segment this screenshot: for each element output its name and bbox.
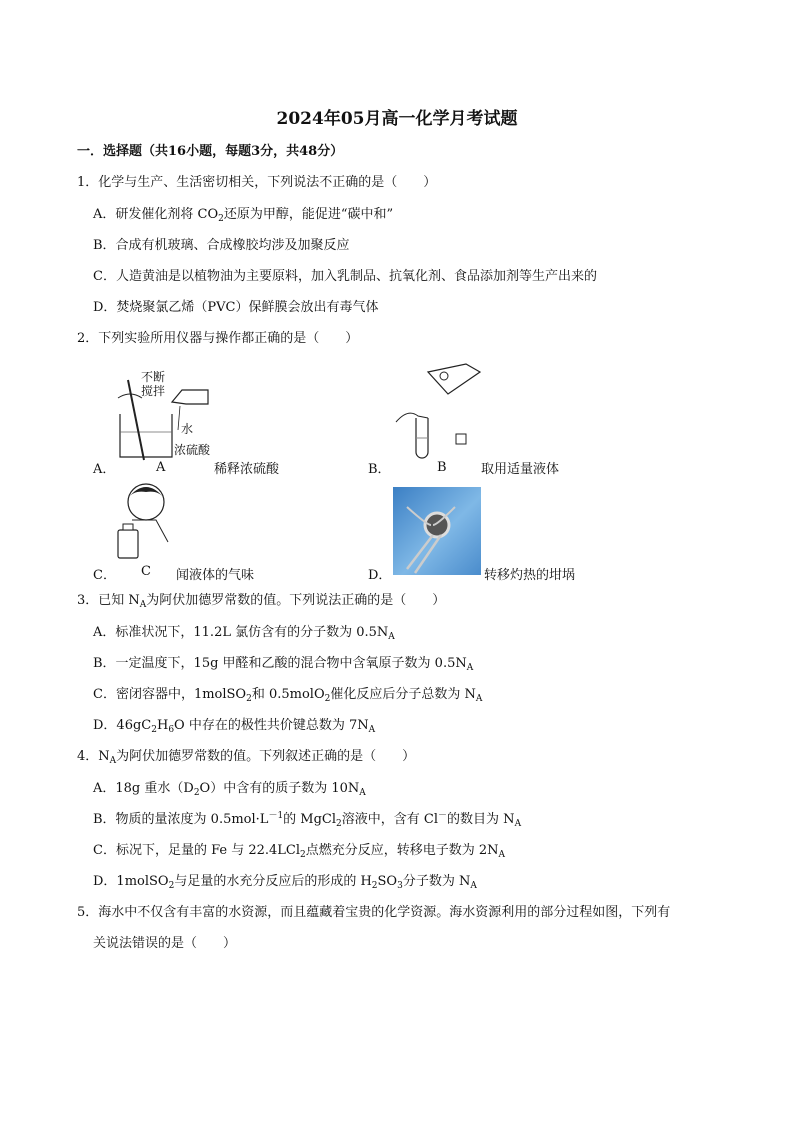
q1-option-b: B．合成有机玻璃、合成橡胶均涉及加聚反应	[93, 238, 350, 253]
q2-option-a-text: 稀释浓硫酸	[214, 462, 280, 477]
q3-stem: 3．已知 $N_A$为阿伏加德罗常数的值。下列说法正确的是（ ）	[77, 593, 446, 610]
page-title: 2024年05月高一化学月考试题	[276, 109, 518, 129]
crucible-tongs-icon	[393, 487, 481, 575]
q2-option-d-letter: D．	[368, 568, 392, 583]
figure-crucible-tongs-photo	[393, 487, 481, 575]
q4-option-d: D．1molSO$_2$与足量的水充分反应后的形成的 $H_2SO_3$分子数为 $N_A$	[93, 874, 477, 891]
q2-option-c-text: 闻液体的气味	[176, 568, 255, 583]
q4-stem: 4．$N_A$为阿伏加德罗常数的值。下列叙述正确的是（ ）	[77, 749, 416, 766]
fig-c-caption: C	[141, 564, 151, 579]
q4-option-a: A．18g 重水$(D_2O)$中含有的质子数为 $10N_A$	[93, 781, 366, 798]
q2-option-d-text: 转移灼热的坩埚	[484, 568, 576, 583]
section-heading: 一．选择题（共16小题，每题3分，共48分）	[77, 144, 344, 159]
q2-option-a-letter: A．	[93, 462, 116, 477]
q5-stem-line2: 关说法错误的是（ ）	[93, 936, 237, 951]
q3-option-d: D．$46gC_2H_6O$ 中存在的极性共价键总数为 $7N_A$	[93, 718, 376, 735]
q3-option-a: A．标准状况下，11.2L 氯仿含有的分子数为 $0.5N_A$	[93, 625, 395, 642]
q5-stem-line1: 5．海水中不仅含有丰富的水资源，而且蕴藏着宝贵的化学资源。海水资源利用的部分过程如图，下列有	[77, 905, 671, 920]
q3-option-c: C．密闭容器中，1molSO$_2$和 0.5molO$_2$催化反应后分子总数为 $N_A$	[93, 687, 483, 704]
q4-option-c: C．标况下，足量的 Fe 与 22.4LCl$_2$点燃充分反应，转移电子数为 $2N_A$	[93, 843, 506, 860]
fig-a-label-constant: 不断	[141, 370, 166, 384]
q2-option-b-text: 取用适量液体	[481, 462, 560, 477]
q2-stem: 2．下列实验所用仪器与操作都正确的是（ ）	[77, 331, 359, 346]
q1-option-d: D．焚烧聚氯乙烯（PVC）保鲜膜会放出有毒气体	[93, 300, 379, 315]
figure-test-tube	[388, 360, 488, 460]
fig-a-label-acid: 浓硫酸	[174, 443, 211, 457]
q1-option-a: A．研发催化剂将 $CO_2$还原为甲醇，能促进“碳中和”	[93, 207, 394, 224]
q2-option-c-letter: C．	[93, 568, 116, 583]
figure-smelling-person	[112, 478, 182, 560]
fig-a-caption: A	[156, 460, 166, 475]
fig-a-label-water: 水	[181, 422, 194, 436]
fig-b-caption: B	[437, 460, 447, 475]
q1-stem: 1．化学与生产、生活密切相关，下列说法不正确的是（ ）	[77, 175, 437, 190]
q3-option-b: B．一定温度下，15g 甲醛和乙酸的混合物中含氧原子数为 $0.5N_A$	[93, 656, 474, 673]
q1-option-c: C．人造黄油是以植物油为主要原料，加入乳制品、抗氧化剂、食品添加剂等生产出来的	[93, 269, 597, 284]
q2-option-b-letter: B．	[368, 462, 391, 477]
fig-a-label-stir: 搅拌	[141, 384, 166, 398]
q4-option-b: B．物质的量浓度为 $0.5mol\cdot L^{-1}$的 MgCl$_2$溶液中，含有 Cl－的数目为 $N_A$	[93, 811, 522, 829]
